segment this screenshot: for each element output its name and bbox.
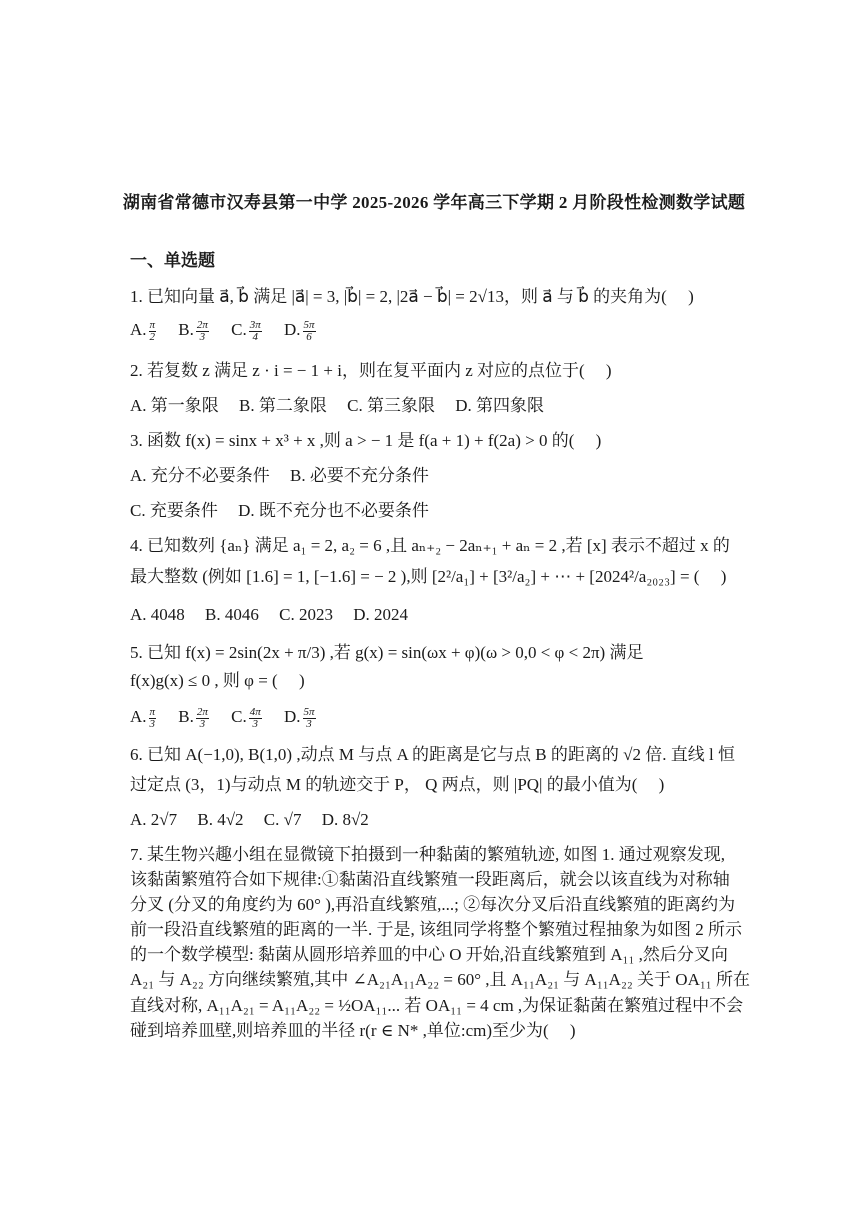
question-5-stem-line2: f(x)g(x) ≤ 0 , 则 φ = ( ) <box>130 671 305 690</box>
section-heading: 一、单选题 <box>130 251 215 270</box>
question-6-options <box>130 809 385 831</box>
option-d: D. 第四象限 <box>455 396 544 415</box>
question-7-line-6: A₂₁ 与 A₂₂ 方向继续繁殖,其中 ∠A₂₁A₁₁A₂₂ = 60° ,且 A₁₁A₂₁ 与 A₁₁A₂₂ 关于 OA₁₁ 所在 <box>130 970 750 989</box>
option-a: A. 4048 <box>130 605 185 624</box>
option-c: C. √7 <box>263 810 302 829</box>
option-b: B. 第二象限 <box>239 396 327 415</box>
option-b: B. $\frac{2\pi}{3}$ <box>178 318 208 343</box>
question-3-options-row2 <box>130 500 445 522</box>
question-1-stem: 1. 已知向量 a⃗, b⃗ 满足 |a⃗| = 3, |b⃗| = 2, |2a⃗ − b⃗| = 2√13，则 a⃗ 与 b⃗ 的夹角为( ) <box>130 287 694 306</box>
option-c: C. 充要条件 <box>130 501 218 520</box>
question-7-line-1: 7. 某生物兴趣小组在显微镜下拍摄到一种黏菌的繁殖轨迹, 如图 1. 通过观察发现, <box>130 845 725 864</box>
option-c: C. $\frac{4\pi}{3}$ <box>231 705 261 730</box>
question-6-stem-line1: 6. 已知 A(−1,0), B(1,0) ,动点 M 与点 A 的距离是它与点 B 的距离的 √2 倍. 直线 l 恒 <box>130 745 735 764</box>
option-b: B. 4046 <box>205 605 259 624</box>
option-b: B. 必要不充分条件 <box>290 466 429 485</box>
question-3-options-row1 <box>130 465 445 487</box>
question-4-stem-line2: 最大整数 (例如 [1.6] = 1, [−1.6] = − 2 ),则 [2²/a₁] + [3²/a₂] + ⋯ + [2024²/a₂₀₂₃] = ( ) <box>130 567 727 586</box>
question-3-stem: 3. 函数 f(x) = sinx + x³ + x ,则 a > − 1 是 f(a + 1) + f(2a) > 0 的( ) <box>130 431 602 450</box>
option-c: C. 第三象限 <box>347 396 435 415</box>
exam-title: 湖南省常德市汉寿县第一中学 2025-2026 学年高三下学期 2 月阶段性检测数学试题 <box>122 193 746 212</box>
option-c: C. $\frac{3\pi}{4}$ <box>231 318 261 343</box>
option-b: B. $\frac{2\pi}{3}$ <box>178 705 208 730</box>
option-d: D. 2024 <box>353 605 408 624</box>
question-7-line-7: 直线对称, A₁₁A₂₁ = A₁₁A₂₂ = ½OA₁₁... 若 OA₁₁ = 4 cm ,为保证黏菌在繁殖过程中不会 <box>130 996 744 1015</box>
option-b: B. 4√2 <box>197 810 244 829</box>
option-d: D. 8√2 <box>321 810 369 829</box>
question-5-stem-line1: 5. 已知 f(x) = 2sin(2x + π/3) ,若 g(x) = sin(ωx + φ)(ω > 0,0 < φ < 2π) 满足 <box>130 643 644 662</box>
question-2-options <box>130 395 560 417</box>
question-5-options <box>130 706 334 730</box>
option-d: D. $\frac{5\pi}{6}$ <box>284 318 315 343</box>
option-a: A. $\frac{\pi}{3}$ <box>130 705 156 730</box>
option-c: C. 2023 <box>279 605 333 624</box>
question-2-stem: 2. 若复数 z 满足 z · i = − 1 + i，则在复平面内 z 对应的点位于( ) <box>130 361 612 380</box>
question-7-line-5: 的一个数学模型: 黏菌从圆形培养皿的中心 O 开始,沿直线繁殖到 A₁₁ ,然后分叉向 <box>130 945 728 964</box>
option-a: A. 2√7 <box>130 810 178 829</box>
question-7-line-4: 前一段沿直线繁殖的距离的一半. 于是, 该组同学将整个繁殖过程抽象为如图 2 所示 <box>130 920 742 939</box>
question-6-stem-line2: 过定点 (3，1)与动点 M 的轨迹交于 P， Q 两点，则 |PQ| 的最小值为( ) <box>130 775 665 794</box>
question-7-line-3: 分叉 (分叉的角度约为 60° ),再沿直线繁殖,...; ②每次分叉后沿直线繁殖的距离约为 <box>130 895 736 914</box>
question-7-line-2: 该黏菌繁殖符合如下规律:①黏菌沿直线繁殖一段距离后，就会以该直线为对称轴 <box>130 870 730 889</box>
option-a: A. 充分不必要条件 <box>130 466 270 485</box>
question-7-line-8: 碰到培养皿壁,则培养皿的半径 r(r ∈ N* ,单位:cm)至少为( ) <box>130 1021 576 1040</box>
question-1-options <box>130 319 334 343</box>
option-a: A. 第一象限 <box>130 396 219 415</box>
option-a: A. $\frac{\pi}{2}$ <box>130 318 156 343</box>
question-4-options <box>130 604 424 626</box>
option-d: D. $\frac{5\pi}{3}$ <box>284 705 315 730</box>
option-d: D. 既不充分也不必要条件 <box>238 501 429 520</box>
question-4-stem-line1: 4. 已知数列 {aₙ} 满足 a₁ = 2, a₂ = 6 ,且 aₙ₊₂ − 2aₙ₊₁ + aₙ = 2 ,若 [x] 表示不超过 x 的 <box>130 536 730 555</box>
